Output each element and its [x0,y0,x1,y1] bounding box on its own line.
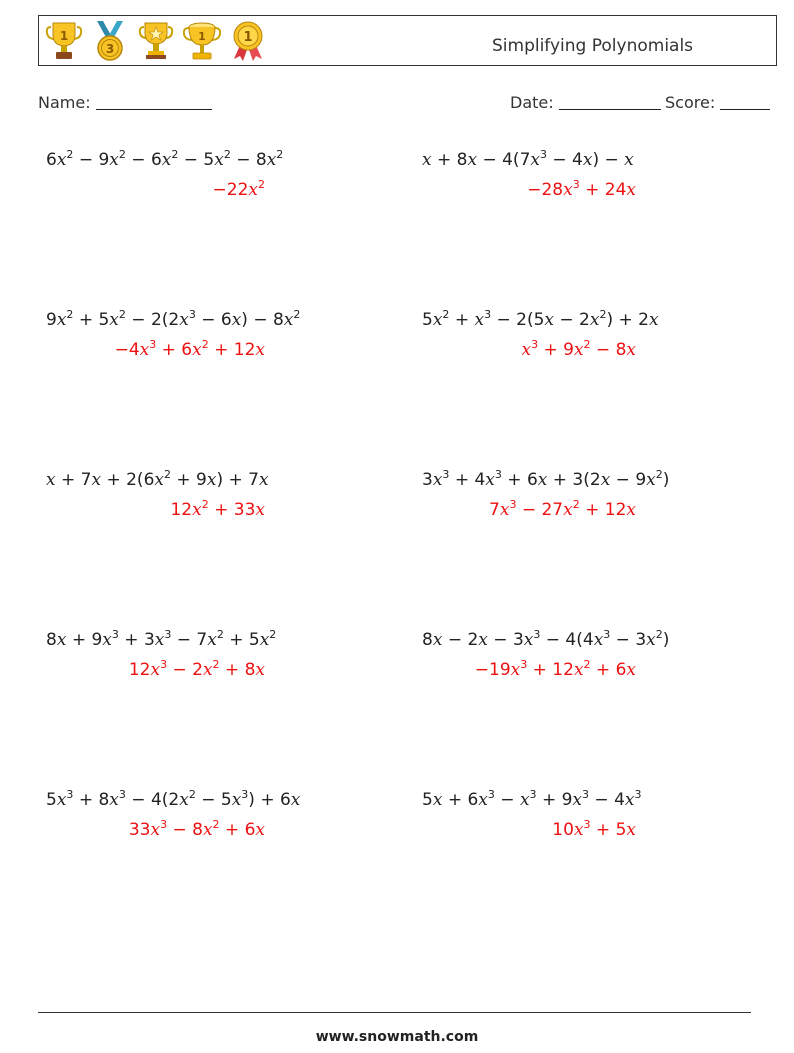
problem-answer: $-19x^3 + 12x^2 + 6x$ [474,658,636,680]
footer-url: www.snowmath.com [315,1029,479,1045]
problem-item [422,628,670,680]
problem-item [46,628,277,680]
name-field[interactable] [38,93,212,112]
problem-answer: $x^3 + 9x^2 - 8x$ [521,338,636,360]
problem-item [422,148,636,200]
name-line [96,94,212,110]
problem-answer: $33x^3 - 8x^2 + 6x$ [128,818,265,840]
score-label: Score: [665,93,716,112]
cup-1-icon [183,19,221,63]
problem-question: $6x^2 - 9x^2 - 6x^2 - 5x^2 - 8x^2$ [46,148,284,170]
date-label: Date: [510,93,554,112]
problem-question: $9x^2 + 5x^2 - 2(2x^3 - 6x) - 8x^2$ [46,308,301,330]
footer-divider [38,1012,751,1013]
problem-item [46,308,301,360]
rosette-1-icon [229,19,267,63]
problem-item [46,468,269,520]
worksheet-header [38,15,777,66]
problem-item [46,148,284,200]
problem-answer: $10x^3 + 5x$ [552,818,636,840]
worksheet-title: Simplifying Polynomials [492,36,694,56]
score-line [720,94,770,110]
problem-question: $5x^2 + x^3 - 2(5x - 2x^2) + 2x$ [422,308,659,330]
problem-question: $5x^3 + 8x^3 - 4(2x^2 - 5x^3) + 6x$ [46,788,301,810]
svg-text:1: 1 [198,30,206,43]
medal-3-icon [91,19,129,63]
problem-question: $3x^3 + 4x^3 + 6x + 3(2x - 9x^2)$ [422,468,670,490]
score-field[interactable] [665,93,770,112]
problem-answer: $-22x^2$ [212,178,265,200]
problem-answer: $12x^3 - 2x^2 + 8x$ [128,658,265,680]
date-field[interactable] [510,93,661,112]
problem-answer: $-28x^3 + 24x$ [527,178,636,200]
problem-question: $x + 7x + 2(6x^2 + 9x) + 7x$ [46,468,269,490]
problem-question: $8x + 9x^3 + 3x^3 - 7x^2 + 5x^2$ [46,628,277,650]
problem-question: $8x - 2x - 3x^3 - 4(4x^3 - 3x^2)$ [422,628,670,650]
name-label: Name: [38,93,91,112]
problem-answer: $12x^2 + 33x$ [170,498,265,520]
problem-item [422,468,670,520]
svg-text:1: 1 [59,29,69,43]
problem-question: $5x + 6x^3 - x^3 + 9x^3 - 4x^3$ [422,788,642,810]
problem-item [422,788,642,840]
date-line [559,94,661,110]
problem-answer: $7x^3 - 27x^2 + 12x$ [489,498,636,520]
trophy-star-icon [137,19,175,63]
svg-text:1: 1 [243,30,253,45]
problem-item [422,308,659,360]
award-icons [45,19,267,63]
problem-item [46,788,301,840]
trophy-1-icon [45,19,83,63]
problem-answer: $-4x^3 + 6x^2 + 12x$ [114,338,265,360]
svg-text:3: 3 [105,42,115,56]
problem-question: $x + 8x - 4(7x^3 - 4x) - x$ [422,148,634,170]
